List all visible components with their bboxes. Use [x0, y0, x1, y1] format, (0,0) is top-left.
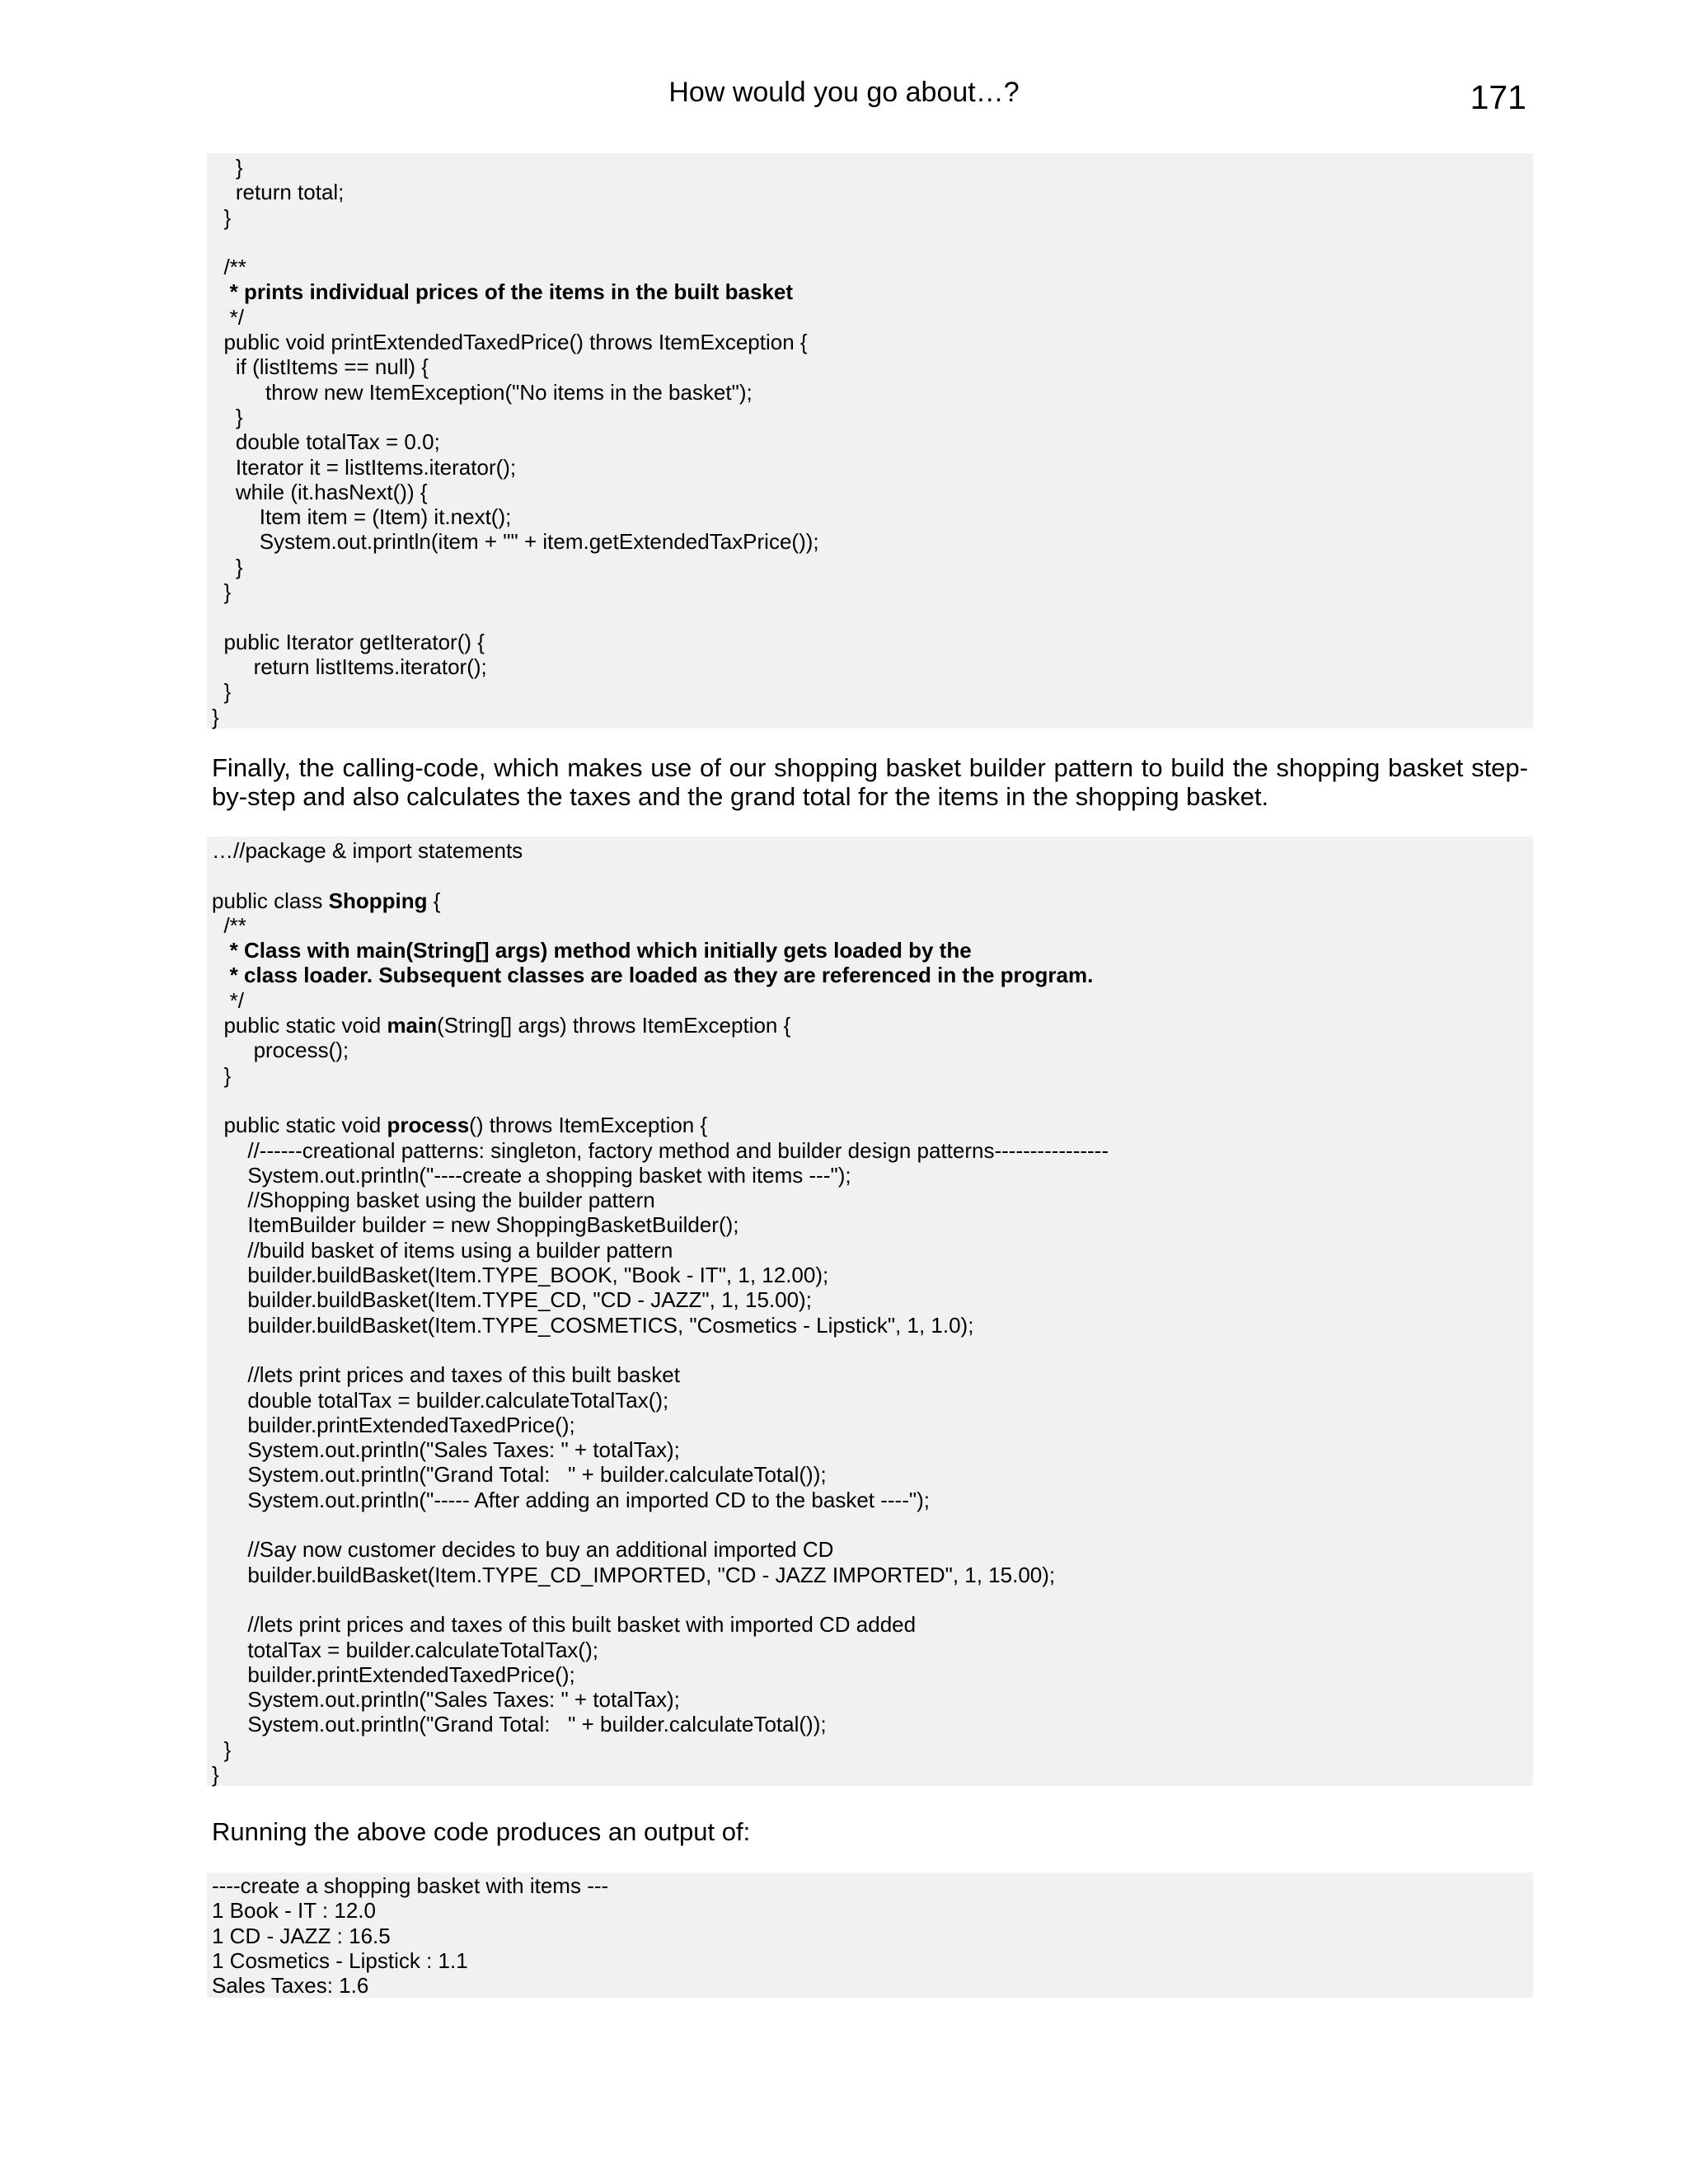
code-text: }: [212, 1761, 219, 1787]
code-text: }: [212, 554, 243, 579]
code-text: /**: [212, 255, 246, 280]
code-line: [212, 1462, 1533, 1487]
code-text: }: [212, 404, 243, 429]
code-text: (String[] args) throws ItemException {: [437, 1013, 791, 1038]
code-text: public Iterator getIterator() {: [212, 629, 485, 654]
code-text: Item item = (Item) it.next();: [212, 504, 512, 530]
body-paragraph-output-intro: Running the above code produces an output of:: [212, 1817, 751, 1846]
code-line: [212, 1038, 1533, 1062]
code-line: [212, 305, 1533, 330]
code-line: [212, 1662, 1533, 1687]
code-line: [212, 705, 1533, 729]
code-text: builder.buildBasket(Item.TYPE_CD_IMPORTED, "CD - JAZZ IMPORTED", 1, 15.00);: [212, 1562, 1056, 1587]
code-line: [212, 330, 1533, 354]
code-line: [212, 405, 1533, 429]
code-text: totalTax = builder.calculateTotalTax();: [212, 1637, 598, 1662]
code-text: Iterator it = listItems.iterator();: [212, 454, 517, 480]
code-text: }: [212, 155, 243, 180]
code-line: [212, 579, 1533, 604]
code-line: [212, 838, 1533, 863]
code-text: Sales Taxes: 1.6: [212, 1973, 369, 1999]
code-line: [212, 1313, 1533, 1338]
code-line: [212, 1287, 1533, 1312]
code-line: [212, 1512, 1533, 1537]
code-line: [212, 1973, 1533, 1998]
page-number: 171: [1470, 78, 1526, 116]
code-line: [212, 429, 1533, 454]
code-text: [212, 963, 230, 987]
code-line: [212, 180, 1533, 204]
code-line: [212, 1238, 1533, 1263]
code-line: [212, 1063, 1533, 1088]
code-text: /**: [212, 912, 246, 938]
code-line: [212, 1413, 1533, 1437]
code-line: [212, 1587, 1533, 1612]
code-text: double totalTax = builder.calculateTotalTax();: [212, 1387, 669, 1413]
code-line: [212, 1113, 1533, 1137]
code-text: [212, 279, 230, 304]
code-text: //Shopping basket using the builder pattern: [212, 1188, 655, 1213]
code-text: process();: [212, 1038, 349, 1063]
code-text: System.out.println(item + "" + item.getExtendedTaxPrice());: [212, 529, 819, 555]
code-line: [212, 1873, 1533, 1898]
code-line: [212, 1712, 1533, 1736]
code-text: //lets print prices and taxes of this built basket: [212, 1362, 680, 1388]
code-line: [212, 1687, 1533, 1712]
code-text: public static void: [212, 1013, 387, 1038]
code-text: builder.printExtendedTaxedPrice();: [212, 1412, 575, 1437]
code-text: }: [212, 579, 232, 605]
code-text: System.out.println("Grand Total: " + builder.calculateTotal());: [212, 1462, 827, 1488]
code-line: [212, 1537, 1533, 1562]
code-line: [212, 963, 1533, 987]
code-text: }: [212, 1736, 232, 1762]
code-line: [212, 630, 1533, 654]
code-line: [212, 654, 1533, 679]
code-text: builder.buildBasket(Item.TYPE_BOOK, "Book - IT", 1, 12.00);: [212, 1263, 829, 1288]
code-line: [212, 1898, 1533, 1923]
code-line: [212, 1338, 1533, 1362]
code-text: ItemBuilder builder = new ShoppingBasketBuilder();: [212, 1212, 739, 1238]
code-text-bold: * Class with main(String[] args) method which initially gets loaded by the: [229, 938, 972, 963]
code-line: [212, 938, 1533, 963]
code-text-bold: * prints individual prices of the items in the built basket: [229, 279, 794, 305]
code-text: throw new ItemException("No items in the basket");: [212, 379, 753, 405]
code-line: [212, 1138, 1533, 1163]
code-line: [212, 455, 1533, 480]
code-text: return total;: [212, 180, 345, 205]
code-line: [212, 354, 1533, 379]
code-text: ----create a shopping basket with items ---: [212, 1873, 609, 1898]
code-text: double totalTax = 0.0;: [212, 429, 440, 455]
code-text: 1 Book - IT : 12.0: [212, 1898, 376, 1924]
code-line: [212, 504, 1533, 529]
code-text: //build basket of items using a builder pattern: [212, 1237, 673, 1263]
code-text: [212, 938, 230, 963]
code-text: () throws ItemException {: [469, 1113, 708, 1138]
code-line: [212, 1212, 1533, 1237]
code-text: 1 CD - JAZZ : 16.5: [212, 1923, 391, 1948]
code-line: [212, 604, 1533, 629]
code-line: [212, 529, 1533, 554]
code-line: [212, 555, 1533, 579]
code-text: public class: [212, 888, 329, 913]
code-text-bold: Shopping: [328, 888, 428, 913]
code-line: [212, 1638, 1533, 1662]
code-text: …//package & import statements: [212, 838, 523, 863]
code-text: while (it.hasNext()) {: [212, 479, 428, 504]
code-text: */: [212, 987, 245, 1013]
code-line: [212, 205, 1533, 230]
code-text: builder.buildBasket(Item.TYPE_COSMETICS, "Cosmetics - Lipstick", 1, 1.0);: [212, 1312, 974, 1338]
code-text-bold: * class loader. Subsequent classes are loaded as they are referenced in the program.: [229, 963, 1094, 988]
code-text: builder.buildBasket(Item.TYPE_CD, "CD - JAZZ", 1, 15.00);: [212, 1287, 812, 1313]
code-line: [212, 1762, 1533, 1787]
code-line: [212, 1362, 1533, 1387]
code-line: [212, 1488, 1533, 1512]
code-line: [212, 1088, 1533, 1113]
code-line: [212, 1612, 1533, 1637]
code-text: }: [212, 679, 232, 705]
code-line: [212, 1388, 1533, 1413]
code-line: [212, 1437, 1533, 1462]
code-text: //Say now customer decides to buy an additional imported CD: [212, 1537, 834, 1563]
code-text: }: [212, 1062, 232, 1088]
code-text: }: [212, 704, 219, 729]
code-block-builder-methods: [207, 153, 1533, 729]
code-text: if (listItems == null) {: [212, 354, 429, 380]
code-line: [212, 279, 1533, 304]
code-text: //lets print prices and taxes of this built basket with imported CD added: [212, 1612, 917, 1638]
code-text: {: [427, 888, 441, 913]
code-line: [212, 1163, 1533, 1188]
code-text: System.out.println("----- After adding an imported CD to the basket ----");: [212, 1487, 930, 1512]
code-text: System.out.println("Sales Taxes: " + totalTax);: [212, 1687, 680, 1713]
code-line: [212, 155, 1533, 180]
code-line: [212, 679, 1533, 704]
code-text: 1 Cosmetics - Lipstick : 1.1: [212, 1947, 468, 1973]
code-line: [212, 1563, 1533, 1587]
code-line: [212, 1737, 1533, 1762]
code-line: [212, 1013, 1533, 1038]
code-text: public void printExtendedTaxedPrice() throws ItemException {: [212, 330, 808, 355]
code-text: return listItems.iterator();: [212, 654, 487, 679]
code-line: [212, 1948, 1533, 1973]
code-line: [212, 863, 1533, 888]
code-line: [212, 480, 1533, 504]
code-text: }: [212, 204, 232, 230]
code-line: [212, 380, 1533, 405]
code-text: */: [212, 304, 245, 330]
code-text: builder.printExtendedTaxedPrice();: [212, 1661, 575, 1687]
code-text: public static void: [212, 1113, 387, 1138]
running-header-title: How would you go about…?: [668, 77, 1020, 108]
code-text: System.out.println("Sales Taxes: " + totalTax);: [212, 1437, 680, 1463]
code-block-shopping-class: [207, 837, 1533, 1786]
code-text-bold: process: [387, 1113, 470, 1138]
code-line: [212, 1188, 1533, 1212]
code-line: [212, 888, 1533, 913]
code-line: [212, 230, 1533, 255]
body-paragraph-calling-code: Finally, the calling-code, which makes use of our shopping basket builder pattern to build the shopping basket step-by-step and also calculates the taxes and the grand total for the items in the shopping basket.: [212, 753, 1528, 811]
code-line: [212, 988, 1533, 1013]
code-text: //------creational patterns: singleton, factory method and builder design patterns----------------: [212, 1137, 1109, 1163]
code-line: [212, 1263, 1533, 1287]
code-line: [212, 255, 1533, 279]
code-text-bold: main: [387, 1013, 438, 1038]
code-line: [212, 1924, 1533, 1948]
code-block-program-output: [207, 1872, 1533, 1998]
code-text: System.out.println("----create a shopping basket with items ---");: [212, 1162, 851, 1188]
code-line: [212, 913, 1533, 938]
code-text: System.out.println("Grand Total: " + builder.calculateTotal());: [212, 1712, 827, 1737]
